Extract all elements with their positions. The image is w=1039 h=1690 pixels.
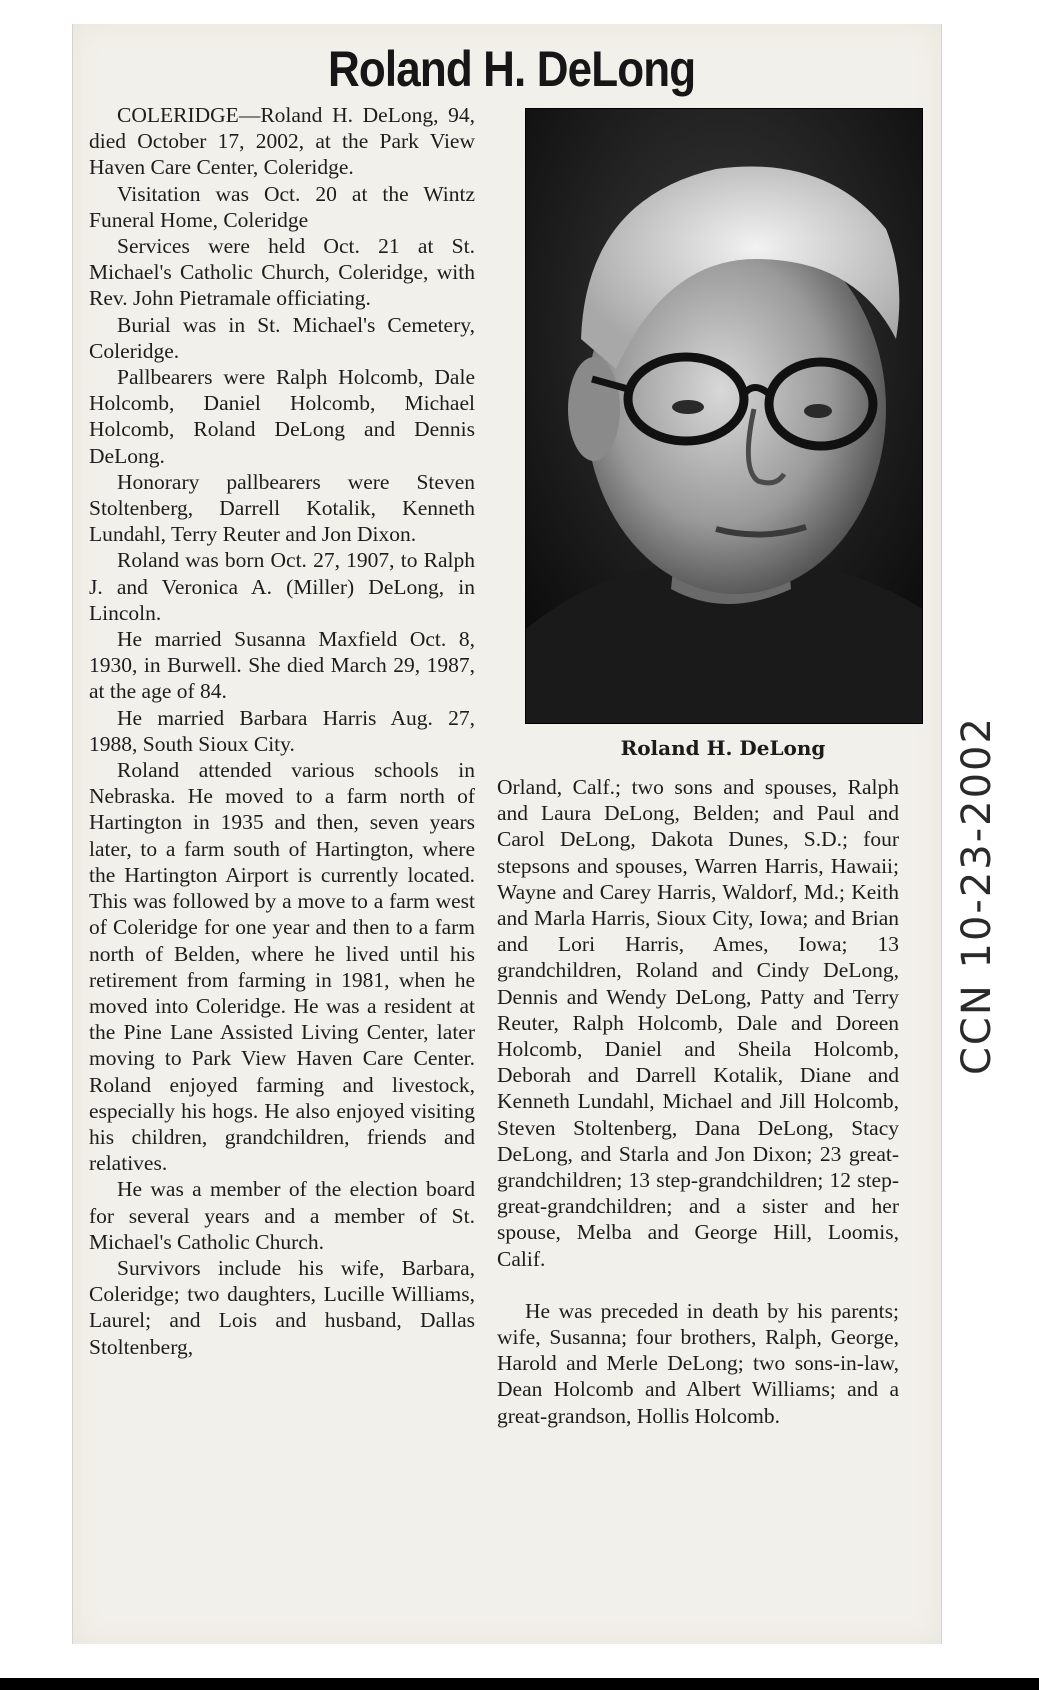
paragraph: Burial was in St. Michael's Cemetery, Coleridge. [89,312,475,363]
handwritten-text: CCN 10-23-2002 [954,716,1000,1075]
handwritten-date-note [948,690,1008,1075]
paragraph: Pallbearers were Ralph Holcomb, Dale Holcomb, Daniel Holcomb, Michael Holcomb, Roland DeLong and Dennis DeLong. [89,365,475,468]
portrait-illustration [526,109,922,723]
paragraph: Honorary pallbearers were Steven Stoltenberg, Darrell Kotalik, Kenneth Lundahl, Terry Reuter and Jon Dixon. [89,469,475,547]
paragraph: COLERIDGE—Roland H. DeLong, 94, died October 17, 2002, at the Park View Haven Care Center, Coleridge. [89,103,475,180]
scan-border [0,1678,1039,1690]
newspaper-clipping [72,24,942,1644]
obituary-left-column [89,102,475,1360]
obituary-right-column [497,774,899,1429]
paragraph: Roland attended various schools in Nebraska. He moved to a farm north of Hartington in 1935 and then, seven years later, to a farm south of Hartington, where the Hartington Airport is currently located. This was followed by a move to a farm west of Coleridge for one year and then to a farm north of Belden, where he lived until his retirement from farming in 1981, when he moved into Coleridge. He was a resident at the Pine Lane Assisted Living Center, later moving to Park View Haven Care Center. Roland enjoyed farming and livestock, especially his hogs. He also enjoyed visiting his children, grandchildren, friends and relatives. [89,758,475,1176]
paragraph: He was a member of the election board for several years and a member of St. Michael's Catholic Church. [89,1177,475,1254]
paragraph: Visitation was Oct. 20 at the Wintz Funeral Home, Coleridge [89,181,475,232]
paragraph: He was preceded in death by his parents; wife, Susanna; four brothers, Ralph, George, Harold and Merle DeLong; two sons-in-law, Dean Holcomb and Albert Williams; and a great-grandson, Hollis Holcomb. [497,1298,899,1428]
photo-caption: Roland H. DeLong [620,736,826,760]
headline: Roland H. DeLong [328,41,696,97]
paragraph: Roland was born Oct. 27, 1907, to Ralph J. and Veronica A. (Miller) DeLong, in Lincoln. [89,548,475,625]
paragraph: He married Susanna Maxfield Oct. 8, 1930, in Burwell. She died March 29, 1987, at the age of 84. [89,627,475,704]
portrait-photo [525,108,923,724]
paragraph: Orland, Calf.; two sons and spouses, Ralph and Laura DeLong, Belden; and Paul and Carol DeLong, Dakota Dunes, S.D.; four stepsons and spouses, Warren Harris, Hawaii; Wayne and Carey Harris, Waldorf, Md.; Keith and Marla Harris, Sioux City, Iowa; and Brian and Lori Harris, Ames, Iowa; 13 grandchildren, Roland and Cindy DeLong, Dennis and Wendy DeLong, Patty and Terry Reuter, Ralph Holcomb, Dale and Doreen Holcomb, Daniel and Sheila Holcomb, Deborah and Darrell Kotalik, Diane and Kenneth Lundahl, Michael and Jill Holcomb, Steven Stoltenberg, Dana DeLong, Stacy DeLong, and Starla and Jon Dixon; 23 great-grandchildren; 13 step-grandchildren; 12 step-great-grandchildren; and a sister and her spouse, Melba and George Hill, Loomis, Calif. [497,775,899,1271]
paragraph: Survivors include his wife, Barbara, Coleridge; two daughters, Lucille Williams, Laurel; and Lois and husband, Dallas Stoltenberg, [89,1255,475,1359]
paragraph: Services were held Oct. 21 at St. Michael's Catholic Church, Coleridge, with Rev. John Pietramale officiating. [89,234,475,311]
paragraph: He married Barbara Harris Aug. 27, 1988, South Sioux City. [89,705,475,756]
